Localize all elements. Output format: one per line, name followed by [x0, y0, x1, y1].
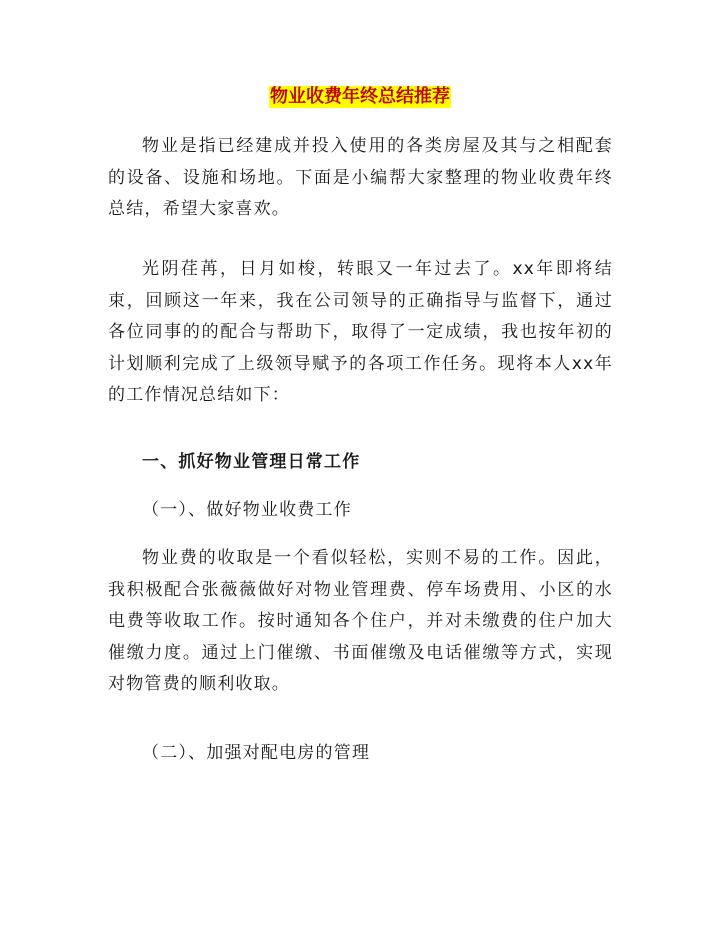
subsection-2-heading: （二）、加强对配电房的管理 [142, 743, 371, 763]
paragraph-1: 光阴荏苒，日月如梭，转眼又一年过去了。xx年即将结束，回顾这一年来，我在公司领导的正确指导与监督下，通过各位同事的的配合与帮助下，取得了一定成绩，我也按年初的计划顺利完成了上级领导赋予的各项工作任务。现将本人xx年的工作情况总结如下： [108, 259, 613, 405]
title-wrap [0, 86, 720, 108]
intro-paragraph: 物业是指已经建成并投入使用的各类房屋及其与之相配套的设备、设施和场地。下面是小编帮大家整理的物业收费年终总结，希望大家喜欢。 [108, 136, 613, 219]
subsection-1-heading: （一）、做好物业收费工作 [142, 500, 352, 520]
paragraph-2: 物业费的收取是一个看似轻松，实则不易的工作。因此，我积极配合张薇薇做好对物业管理费、停车场费用、小区的水电费等收取工作。按时通知各个住户，并对未缴费的住户加大催缴力度。通过上门催缴、书面催缴及电话催缴等方式，实现对物管费的顺利收取。 [108, 548, 613, 694]
section-1-heading: 一、抓好物业管理日常工作 [142, 452, 361, 472]
document-title: 物业收费年终总结推荐 [270, 86, 450, 107]
